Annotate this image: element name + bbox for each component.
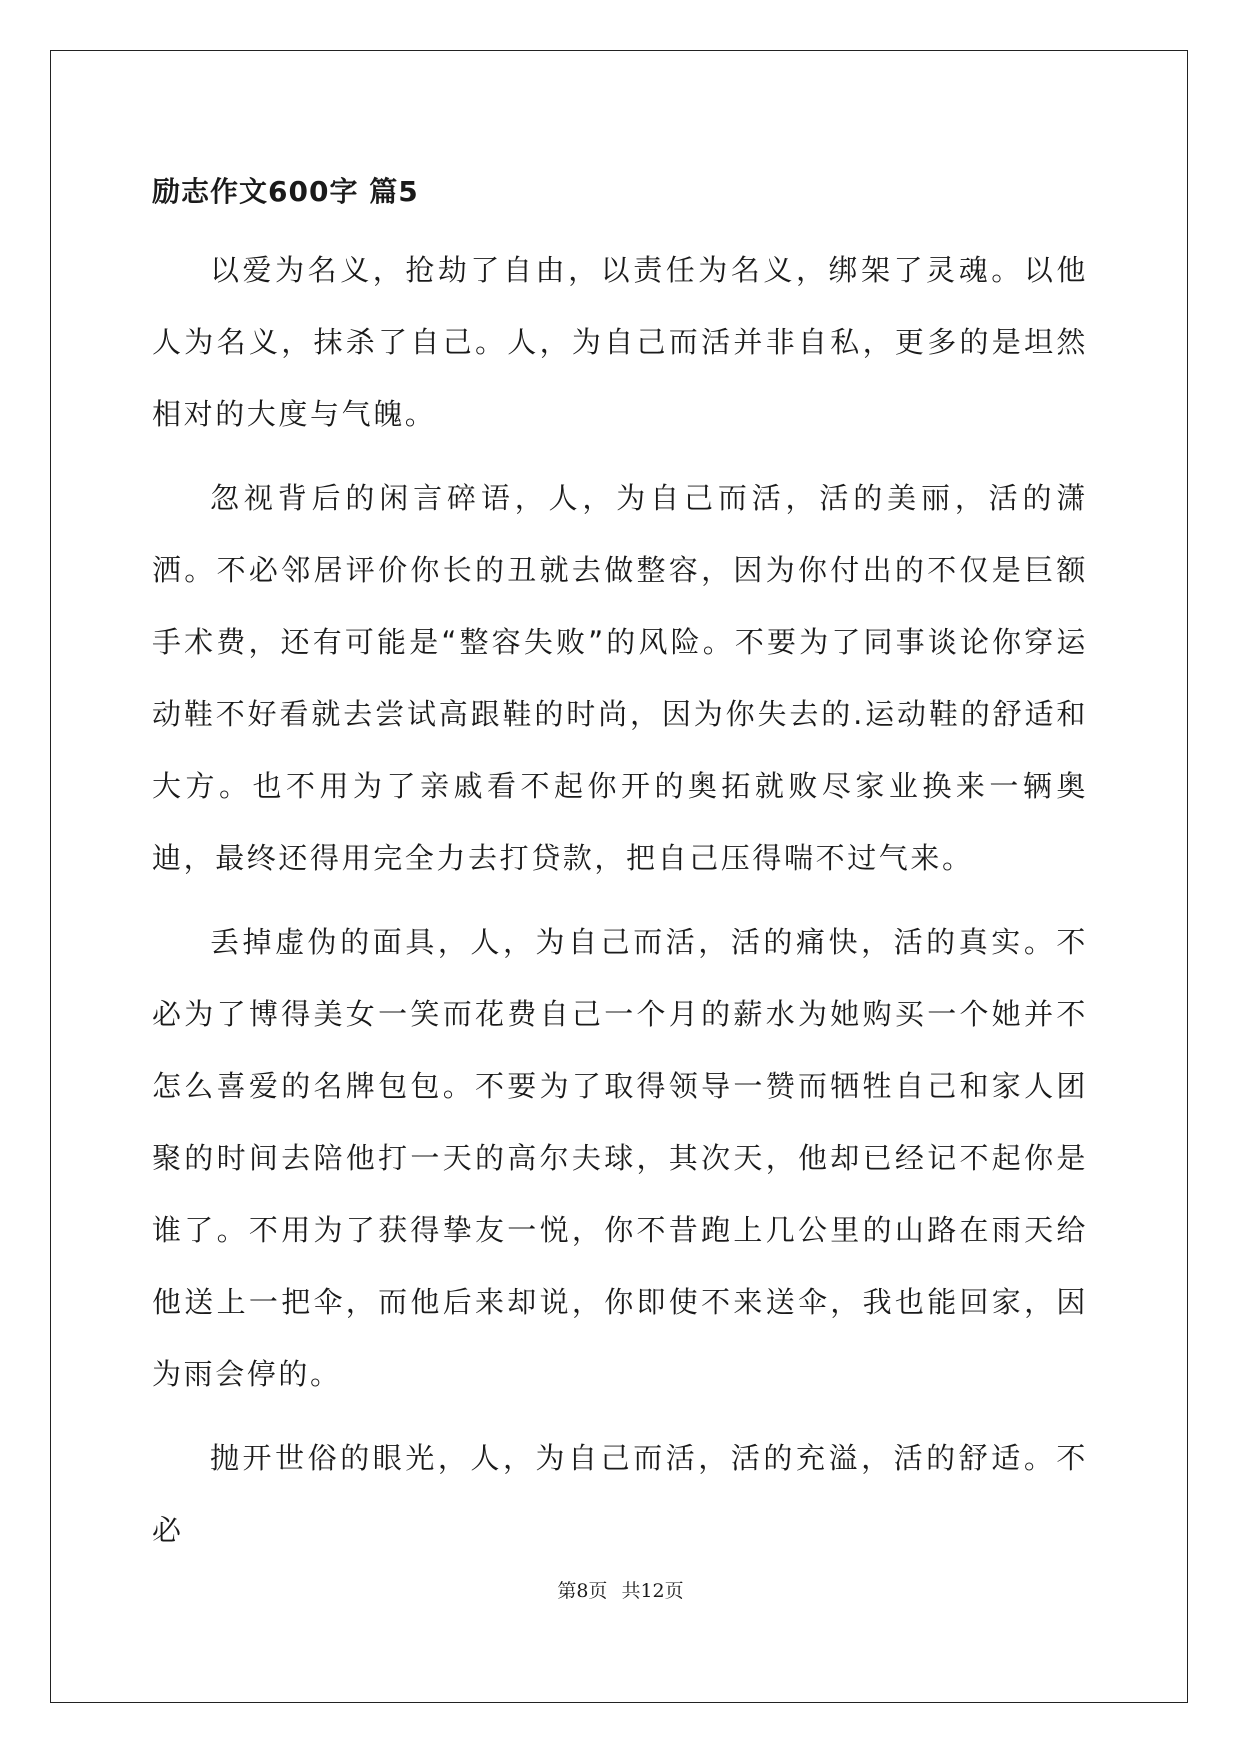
page-total: 共12页 [621,1580,684,1602]
page-footer [0,1576,1241,1603]
page-number: 第8页 [557,1580,608,1602]
paragraph-3: 丢掉虚伪的面具，人，为自己而活，活的痛快，活的真实。不必为了博得美女一笑而花费自己一个月的薪水为她购买一个她并不怎么喜爱的名牌包包。不要为了取得领导一赞而牺牲自己和家人团聚的时间去陪他打一天的高尔夫球，其次天，他却已经记不起你是谁了。不用为了获得挚友一悦，你不昔跑上几公里的山路在雨天给他送上一把伞，而他后来却说，你即使不来送伞，我也能回家，因为雨会停的。 [152,925,1088,1391]
paragraph-4: 抛开世俗的眼光，人，为自己而活，活的充溢，活的舒适。不必 [152,1441,1088,1547]
paragraph-1: 以爱为名义，抢劫了自由，以责任为名义，绑架了灵魂。以他人为名义，抹杀了自己。人，为自己而活并非自私，更多的是坦然相对的大度与气魄。 [152,253,1088,431]
document-body [152,162,1088,1566]
paragraph-2: 忽视背后的闲言碎语，人，为自己而活，活的美丽，活的潇洒。不必邻居评价你长的丑就去做整容，因为你付出的不仅是巨额手术费，还有可能是“整容失败”的风险。不要为了同事谈论你穿运动鞋不好看就去尝试高跟鞋的时尚，因为你失去的.运动鞋的舒适和大方。也不用为了亲戚看不起你开的奥拓就败尽家业换来一辆奥迪，最终还得用完全力去打贷款，把自己压得喘不过气来。 [152,481,1088,875]
document-title: 励志作文600字 篇5 [152,175,419,208]
